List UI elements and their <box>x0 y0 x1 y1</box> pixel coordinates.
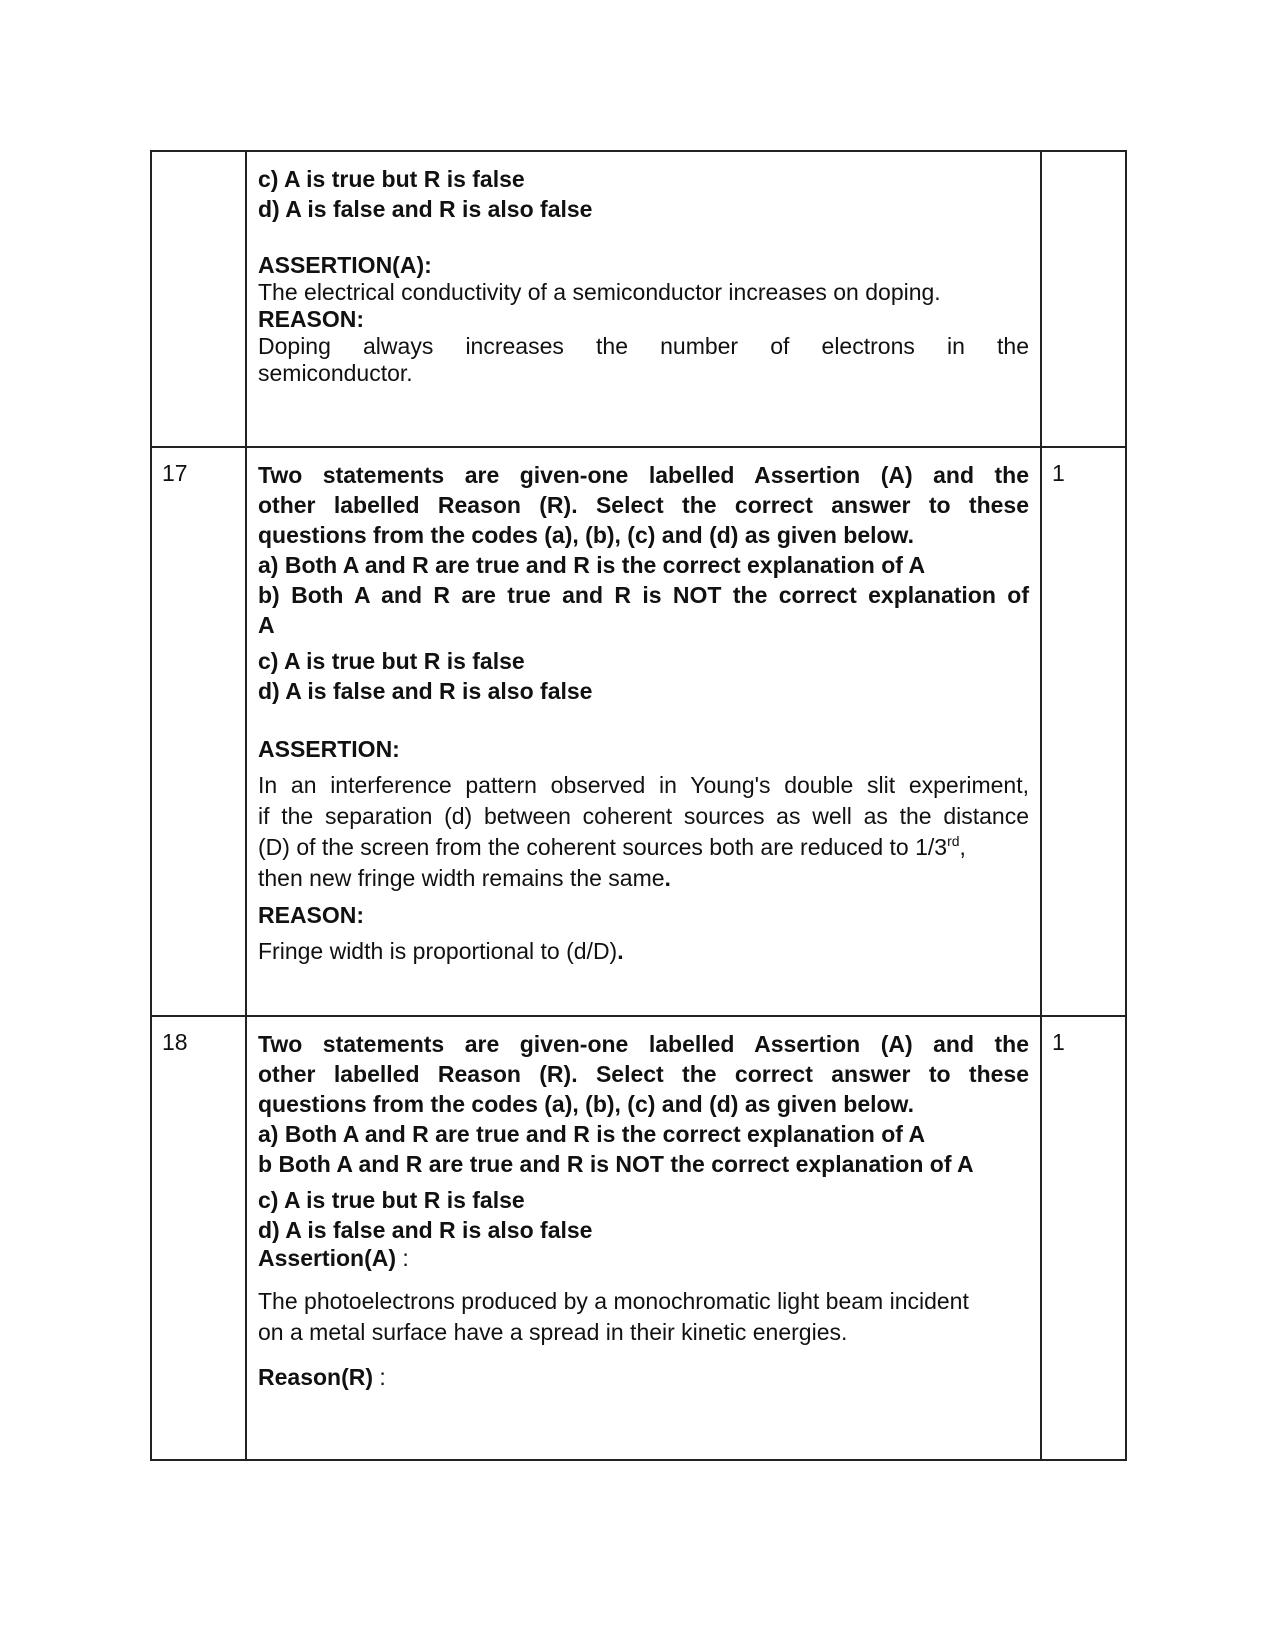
option-d: d) A is false and R is also false <box>258 678 593 704</box>
question-marks: 1 <box>1041 1016 1126 1460</box>
option-a: a) Both A and R are true and R is the correct explanation of A <box>258 1121 926 1147</box>
question-marks <box>1041 151 1126 447</box>
assertion-text: The electrical conductivity of a semiconductor increases on doping. <box>258 279 941 305</box>
reason-label: REASON: <box>258 306 365 332</box>
question-number: 18 <box>151 1016 246 1460</box>
option-d: d) A is false and R is also false <box>258 196 593 222</box>
table-row <box>151 447 1126 1016</box>
option-c: c) A is true but R is false <box>258 1187 525 1213</box>
assertion-text: In an interference pattern observed in Young's double slit experiment, <box>258 772 1029 798</box>
question-content <box>246 447 1041 1016</box>
reason-label: Reason(R) : <box>258 1364 386 1390</box>
option-a: a) Both A and R are true and R is the correct explanation of A <box>258 552 926 578</box>
assertion-label: ASSERTION: <box>258 736 400 762</box>
instruction-text: questions from the codes (a), (b), (c) and (d) as given below. <box>258 522 914 548</box>
table-row <box>151 1016 1126 1460</box>
instruction-text: Two statements are given-one labelled Assertion (A) and the <box>258 1031 1029 1057</box>
option-b: A <box>258 612 275 638</box>
assertion-text: (D) of the screen from the coherent sources both are reduced to 1/3rd, <box>258 833 966 860</box>
assertion-text: then new fringe width remains the same. <box>258 865 671 891</box>
option-c: c) A is true but R is false <box>258 166 525 192</box>
option-d: d) A is false and R is also false <box>258 1217 593 1243</box>
table-row <box>151 151 1126 447</box>
assertion-text: The photoelectrons produced by a monochromatic light beam incident <box>258 1288 969 1314</box>
question-content <box>246 1016 1041 1460</box>
instruction-text: Two statements are given-one labelled Assertion (A) and the <box>258 462 1029 488</box>
question-marks: 1 <box>1041 447 1126 1016</box>
instruction-text: other labelled Reason (R). Select the correct answer to these <box>258 1061 1029 1087</box>
option-b: b) Both A and R are true and R is NOT the correct explanation of <box>258 582 1029 608</box>
option-b: b Both A and R are true and R is NOT the correct explanation of A <box>258 1151 974 1177</box>
reason-label: REASON: <box>258 902 365 928</box>
question-content <box>246 151 1041 447</box>
instruction-text: questions from the codes (a), (b), (c) and (d) as given below. <box>258 1091 914 1117</box>
instruction-text: other labelled Reason (R). Select the correct answer to these <box>258 492 1029 518</box>
question-number: 17 <box>151 447 246 1016</box>
reason-text: Fringe width is proportional to (d/D). <box>258 938 624 964</box>
assertion-text: on a metal surface have a spread in their kinetic energies. <box>258 1319 848 1345</box>
assertion-label: Assertion(A) : <box>258 1245 409 1271</box>
question-number <box>151 151 246 447</box>
assertion-text: if the separation (d) between coherent sources as well as the distance <box>258 803 1029 829</box>
reason-text: semiconductor. <box>258 360 413 386</box>
option-c: c) A is true but R is false <box>258 648 525 674</box>
assertion-label: ASSERTION(A): <box>258 252 432 278</box>
question-table <box>150 150 1127 1461</box>
reason-text: Doping always increases the number of electrons in the <box>258 333 1029 359</box>
